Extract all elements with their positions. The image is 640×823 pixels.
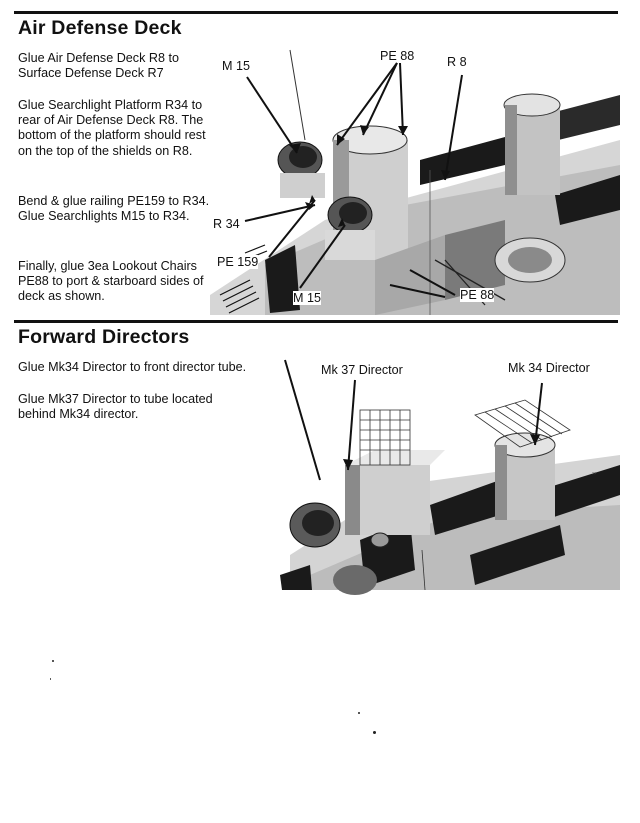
instruction-paragraph: Glue Air Defense Deck R8 to Surface Defense Deck R7 — [18, 51, 179, 81]
callout-mk34-director: Mk 34 Director — [508, 361, 590, 375]
callout-m15-top: M 15 — [222, 59, 250, 73]
callout-pe88-top: PE 88 — [380, 49, 415, 63]
scan-speck — [358, 712, 360, 714]
scan-speck — [373, 731, 376, 734]
svg-text:‚‚: ‚‚ — [592, 465, 596, 475]
scan-speck — [52, 660, 54, 662]
instruction-paragraph: Glue Searchlight Platform R34 to rear of Air Defense Deck R8. The bottom of the platform should rest on the top of the shields on R8. — [18, 98, 206, 158]
instruction-paragraph: Glue Mk34 Director to front director tube. — [18, 360, 247, 374]
scan-speck — [50, 678, 51, 680]
section-title-forward-directors: Forward Directors — [18, 326, 190, 348]
top-rule — [14, 11, 618, 14]
section-title-air-defense-deck: Air Defense Deck — [18, 17, 182, 39]
instruction-paragraph: Glue Mk37 Director to tube located behind Mk34 director. — [18, 392, 213, 422]
callout-r34: R 34 — [213, 217, 240, 231]
air-defense-deck-illustration — [205, 45, 625, 320]
callout-pe88-bottom: PE 88 — [460, 288, 495, 302]
forward-directors-illustration — [270, 355, 625, 595]
instruction-paragraph: Bend & glue railing PE159 to R34. Glue Searchlights M15 to R34. — [18, 194, 210, 224]
callout-m15-bottom: M 15 — [293, 291, 321, 305]
callout-r8: R 8 — [447, 55, 467, 69]
callout-mk37-director: Mk 37 Director — [321, 363, 403, 377]
callout-pe159: PE 159 — [217, 255, 259, 269]
section-rule — [14, 320, 618, 323]
instruction-paragraph: Finally, glue 3ea Lookout Chairs PE88 to port & starboard sides of deck as shown. — [18, 259, 204, 304]
